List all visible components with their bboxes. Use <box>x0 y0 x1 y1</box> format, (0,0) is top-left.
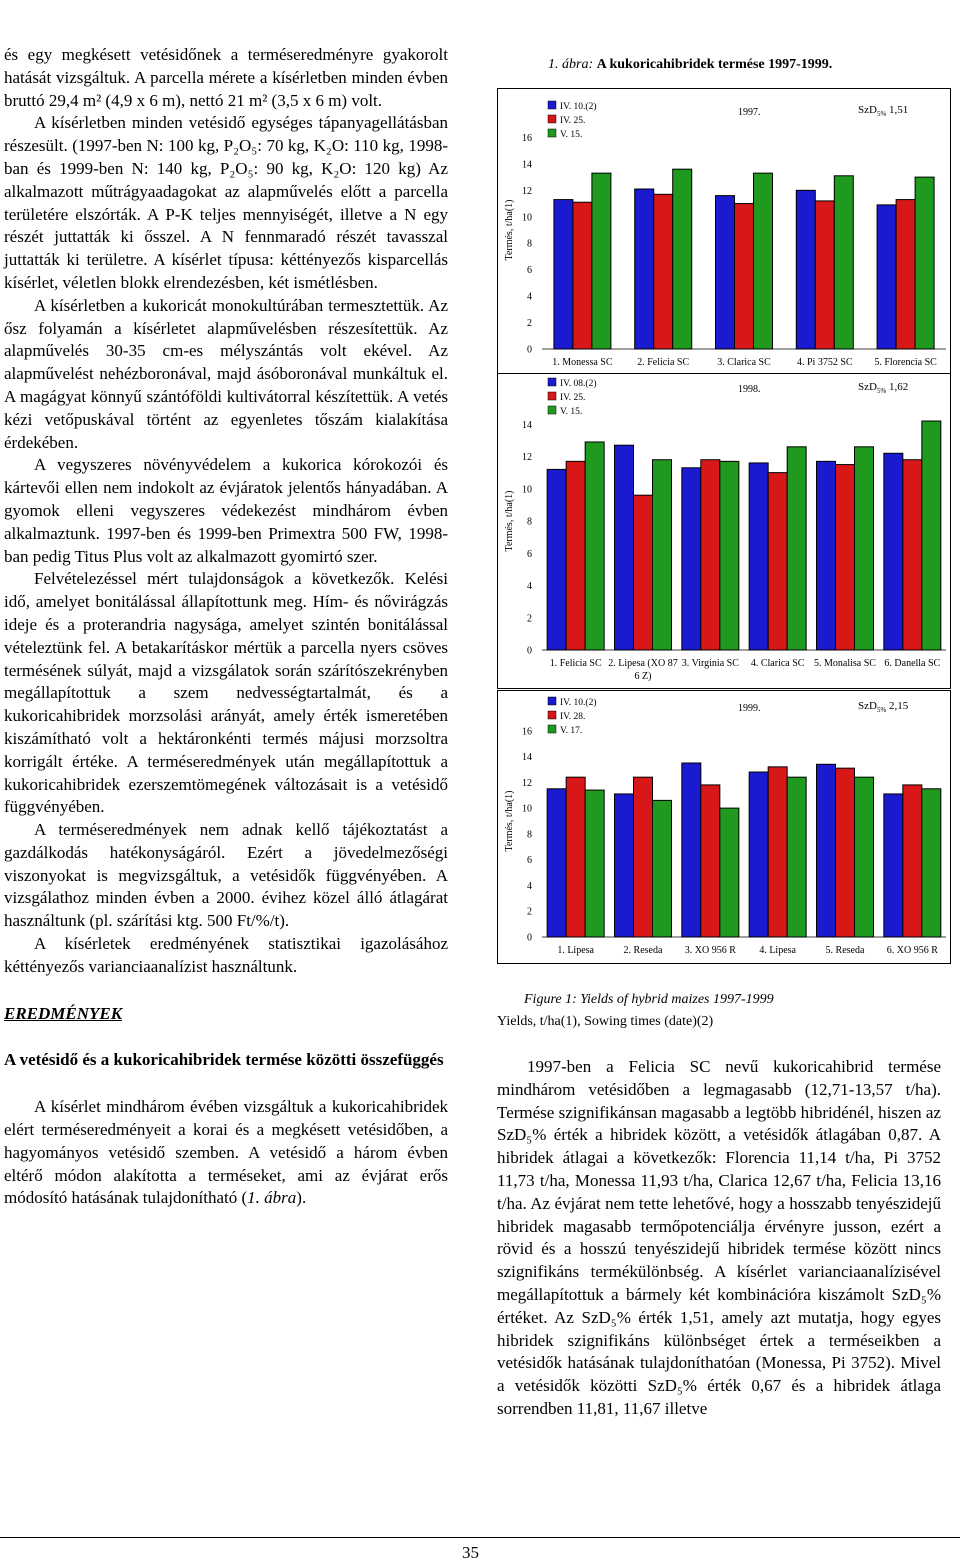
figure-caption-en-2: Yields, t/ha(1), Sowing times (date)(2) <box>497 1014 714 1029</box>
bar <box>855 447 874 650</box>
bar <box>566 461 585 650</box>
bar <box>768 473 787 650</box>
y-tick-label: 14 <box>522 752 532 764</box>
legend-swatch <box>548 697 556 705</box>
y-tick-label: 0 <box>527 932 532 944</box>
legend-label: V. 17. <box>560 726 583 736</box>
bar <box>547 789 566 937</box>
legend-swatch <box>548 406 556 414</box>
paragraph-4: A vegyszeres növényvédelem a kukorica kórokozói és kártevői ellen nem indokolt az évjáratok jelentős hányadában. A gyomok elleni vegyszeres védekezést mindhárom évben alkalmaztunk. 1997-ben és 1999-ben Primextra 500 FW, 1998-ban pedig Titus Plus volt az alkalmazott gyomirtó szer. <box>4 455 448 566</box>
chart-1997 <box>497 88 951 374</box>
y-tick-label: 10 <box>522 803 532 815</box>
y-tick-label: 4 <box>527 880 532 892</box>
category-label: 4. Pi 3752 SC <box>797 357 853 368</box>
y-tick-label: 6 <box>527 855 532 867</box>
legend-swatch <box>548 378 556 386</box>
y-tick-label: 0 <box>527 645 532 657</box>
paragraph-3: A kísérletben a kukoricát monokultúrában termesztettük. Az ősz folyamán a kísérletet alapművelésben részesítettük. Az alapművelés 30-35 cm-es mélyszántás volt ekével. Az alapművelést nehézboronával, majd ásóboronával munkáltuk el. A magágyat könnyű szántóföldi kultivátorral készítettük. A vetés kézi vetőpuskával történt az egyenletes tőszám kialakítása érdekében. <box>4 295 448 452</box>
category-label: 4. Clarica SC <box>750 658 805 669</box>
y-tick-label: 6 <box>527 548 532 560</box>
chart-1997-svg <box>498 89 950 373</box>
legend-label: V. 15. <box>560 407 583 417</box>
y-tick-label: 10 <box>522 212 532 224</box>
bar <box>615 445 634 650</box>
bar <box>834 176 853 349</box>
paragraph-2: A kísérletben minden vetésidő egységes tápanyagellátásban részesült. (1997-ben N: 100 kg, P₂O₅: 70 kg, K₂O: 110 kg, 1998-ban és 1999-ben N: 140 kg, P₂O₅: 90 kg, K₂O: 120 kg) Az alkalmazott műtrágyaadagokat az alapművelés előtt a parcella területére elszórták. A P-K teljes mennyiségét, illetve a N egy részét juttatták ki ősszel. A N fennmaradó részét tavasszal juttatták ki területre. A kísérlet típusa: kéttényezős kisparcellás kísérlet, véletlen blokk elrendezésben, két ismétlésben. <box>4 113 448 292</box>
y-tick-label: 10 <box>522 484 532 496</box>
bar <box>749 463 768 650</box>
category-label: 4. Lipesa <box>759 945 796 956</box>
bar <box>634 777 653 937</box>
legend-label: V. 15. <box>560 130 583 140</box>
bar <box>720 461 739 650</box>
y-tick-label: 12 <box>522 777 532 789</box>
y-tick-label: 2 <box>527 613 532 625</box>
szd-label: SzD$_{5\%}$ 1,62 <box>858 381 909 395</box>
bar <box>815 201 834 349</box>
chart-1998 <box>497 373 951 689</box>
y-tick-label: 12 <box>522 185 532 197</box>
category-label: 1. Felicia SC <box>549 658 602 669</box>
bar <box>754 173 773 349</box>
category-label: 6. Danella SC <box>884 658 941 669</box>
legend-label: IV. 08.(2) <box>560 379 597 389</box>
bar <box>615 794 634 937</box>
category-label: 2. Lipesa (XO 87 <box>608 658 678 669</box>
bar <box>735 204 754 349</box>
y-axis-label: Termés, t/ha(1) <box>504 790 515 852</box>
legend-label: IV. 25. <box>560 393 586 403</box>
bar <box>673 169 692 349</box>
bar <box>547 469 566 650</box>
bar <box>573 202 592 349</box>
category-label: 6. XO 956 R <box>886 945 938 956</box>
bar <box>653 800 672 937</box>
left-column <box>4 44 448 1210</box>
bar <box>635 189 654 349</box>
bar <box>701 785 720 937</box>
bar <box>634 495 653 650</box>
bar <box>896 200 915 349</box>
bar <box>566 777 585 937</box>
figure-caption-en: Figure 1: Yields of hybrid maizes 1997-1999 <box>524 992 774 1007</box>
legend-label: IV. 10.(2) <box>560 102 597 112</box>
bar <box>701 460 720 650</box>
bar <box>585 442 604 650</box>
legend-label: IV. 10.(2) <box>560 698 597 708</box>
chart-1999-svg <box>498 691 950 963</box>
legend-label: IV. 28. <box>560 712 586 722</box>
category-label: 3. Clarica SC <box>717 357 771 368</box>
year-label: 1997. <box>738 107 761 118</box>
category-label: 1. Monessa SC <box>552 357 613 368</box>
category-label: 5. Reseda <box>825 945 865 956</box>
bar <box>922 789 941 937</box>
bar <box>787 777 806 937</box>
results-subheading: A vetésidő és a kukoricahibridek termése közötti összefüggés <box>4 1050 444 1070</box>
category-label: 3. Virginia SC <box>681 658 739 669</box>
year-label: 1999. <box>738 703 761 714</box>
y-tick-label: 2 <box>527 318 532 330</box>
bar <box>817 461 836 650</box>
right-column <box>497 1056 941 1421</box>
bar <box>787 447 806 650</box>
category-label: 5. Florencia SC <box>874 357 937 368</box>
page-number: 35 <box>462 1543 479 1562</box>
figure-title: 1. ábra: A kukoricahibridek termése 1997-1999. <box>548 57 833 72</box>
legend-swatch <box>548 725 556 733</box>
legend-swatch <box>548 101 556 109</box>
category-label: 2. Felicia SC <box>637 357 690 368</box>
results-heading: EREDMÉNYEK <box>4 1003 123 1023</box>
bar <box>720 808 739 937</box>
bar <box>653 460 672 650</box>
bar <box>796 190 815 349</box>
bar <box>592 173 611 349</box>
y-tick-label: 8 <box>527 516 532 528</box>
right-paragraph-1: 1997-ben a Felicia SC nevű kukoricahibrid termése mindhárom vetésidőben a legmagasabb (12,71-13,57 t/ha). Termése szignifikánsan magasabb a legtöbb hibridénél, hiszen az SzD₅% érték a hibridek között, a vetésidők átlagában 0,87. A hibridek átlagai a következők: Florencia 11,14 t/ha, Pi 3752 11,73 t/ha, Monessa 11,93 t/ha, Clarica 12,67 t/ha, Felicia 13,16 t/ha. Az évjárat nem tette lehetővé, hogy a hosszabb tenyészidejű hibridek magasabb termőpotenciálja érvényre jusson, ezért a rövid és a hosszú tenyészidejű hibridek termése között nincs szignifikáns termékülönbség. A kísérlet varianciaanalízisével megállapítottuk a bármely két kombinációra kiszámolt SzD₅% értéket. Az SzD₅% érték 1,51, amely azt mutatja, hogy egyes hibridek szignifikáns különbséget értek a terméseikben a vetésidők hatásának tulajdoníthatóan (Monessa, Pi 3752). Mivel a vetésidők közötti SzD₅% érték 0,67 és a hibridek átlaga sorrendben 11,81, 11,67 illetve <box>497 1057 941 1418</box>
legend-swatch <box>548 129 556 137</box>
szd-label: SzD$_{5\%}$ 2,15 <box>858 700 909 714</box>
bar <box>903 460 922 650</box>
paragraph-8: A kísérlet mindhárom évében vizsgáltuk a kukoricahibridek elért terméseredményeit a korai és a megkésett vetésidőben, a hagyományos vetésidő szemben. A vetésidő a három évben eltérő módon alakította a terméseket, ami az évjárat erős módosító hatásának tulajdonítható (1. ábra). <box>4 1097 448 1208</box>
bar <box>922 421 941 650</box>
bar <box>682 468 701 650</box>
y-tick-label: 8 <box>527 238 532 250</box>
bar <box>903 785 922 937</box>
bar <box>915 177 934 349</box>
bar <box>554 200 573 349</box>
bar <box>585 790 604 937</box>
category-label: 5. Monalisa SC <box>814 658 876 669</box>
legend-swatch <box>548 711 556 719</box>
y-tick-label: 12 <box>522 452 532 463</box>
y-tick-label: 2 <box>527 906 532 918</box>
year-label: 1998. <box>738 384 761 395</box>
y-tick-label: 14 <box>522 419 532 431</box>
y-tick-label: 4 <box>527 581 532 592</box>
y-tick-label: 6 <box>527 265 532 277</box>
bar <box>877 205 896 349</box>
bar <box>716 196 735 349</box>
bar <box>836 465 855 650</box>
figure-reference[interactable]: 1. ábra <box>247 1188 297 1208</box>
paragraph-7: A kísérletek eredményének statisztikai igazolásához kéttényezős varianciaanalízist használtunk. <box>4 934 448 976</box>
category-label: 3. XO 956 R <box>684 945 736 956</box>
y-tick-label: 8 <box>527 829 532 841</box>
y-tick-label: 16 <box>522 132 532 144</box>
y-tick-label: 4 <box>527 291 532 303</box>
bar <box>817 764 836 937</box>
legend-swatch <box>548 392 556 400</box>
chart-1999 <box>497 690 951 964</box>
category-label: 1. Lipesa <box>557 945 594 956</box>
bar <box>768 767 787 937</box>
legend-label: IV. 25. <box>560 116 586 126</box>
y-axis-label: Termés, t/ha(1) <box>504 199 515 261</box>
bar <box>836 768 855 937</box>
bar <box>884 453 903 650</box>
bar <box>749 772 768 937</box>
category-label: 6 Z) <box>634 671 652 682</box>
y-axis-label: Termés, t/ha(1) <box>504 490 515 552</box>
y-tick-label: 16 <box>522 726 532 738</box>
chart-1998-svg <box>498 374 950 688</box>
category-label: 2. Reseda <box>623 945 663 956</box>
bar <box>682 763 701 937</box>
bar <box>884 794 903 937</box>
szd-label: SzD$_{5\%}$ 1,51 <box>858 104 909 118</box>
bar <box>654 194 673 349</box>
y-tick-label: 14 <box>522 159 532 171</box>
paragraph-5: Felvételezéssel mért tulajdonságok a következők. Kelési idő, amelyet bonitálással állapítottunk meg. Hím- és nővirágzás ideje és a proterandria nagysága, amelyet szintén bonitálással vételeztünk fel. A betakarításkor mértük a parcella nyers csöves termésének súlyát, majd a vizsgálatok során szárítószekrényben megállapítottuk a szem nedvességtartalmát, és a kukoricahibridek morzsolási arányát, amely érték ismeretében kiszámítható volt a hektáronkénti termés májusi morzsoltra korrigált értéke. A terméseredmények után megállapítottuk a kukoricahibridek ezerszemtömegének változásait is a vetésidő függvényében. <box>4 569 448 817</box>
y-tick-label: 0 <box>527 344 532 356</box>
bar <box>855 777 874 937</box>
paragraph-6: A terméseredmények nem adnak kellő tájékoztatást a gazdálkodás hatékonyságáról. Ezért a jövedelmezőségi viszonyokat is megvizsgáltuk, a vetésidők függvényében. A vizsgálathoz minden évben a 2000. évihez közel álló átlagárat használtunk (pl. szárítási ktg. 500 Ft/%/t). <box>4 820 448 931</box>
legend-swatch <box>548 115 556 123</box>
footer-rule <box>0 1537 960 1538</box>
paragraph-1: és egy megkésett vetésidőnek a terméseredményre gyakorolt hatását vizsgáltuk. A parcella mérete a kísérletben minden évben bruttó 29,4 m² (4,9 x 6 m), nettó 21 m² (3,5 x 6 m) volt. <box>4 45 448 110</box>
